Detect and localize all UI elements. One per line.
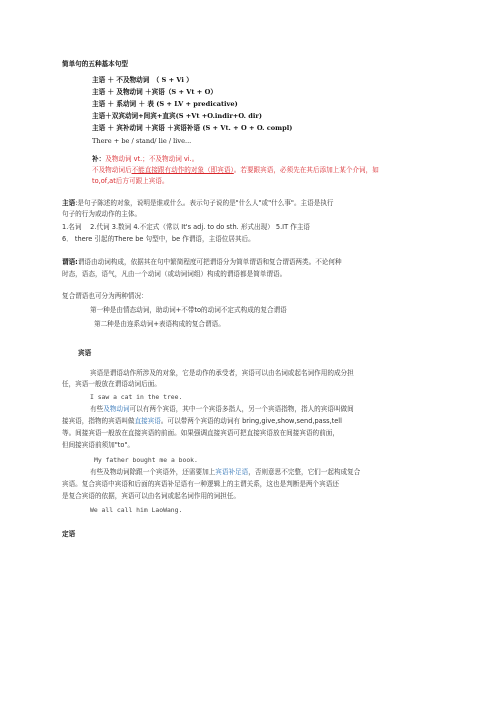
attributive-heading: 定语 xyxy=(62,530,76,538)
object-line-8: 宾语。复合宾语中宾语和后面的宾语补足语有一种逻辑上的主谓关系，这也是判断是两个宾语还 xyxy=(62,480,339,488)
subject-line-2: 句子的行为或动作的主体。 xyxy=(62,210,142,218)
predicate-line-4: 第一种是由情态动词，助动词+不带to的动词不定式构成的复合谓语 xyxy=(90,306,287,314)
predicate-text-1: 谓语由动词构成，依据其在句中繁简程度可把谓语分为简单谓语和复合谓语两类。不论何种 xyxy=(77,258,342,266)
subject-line-4: 6． there 引起的There be 句型中，be 作谓语，主语位居其后。 xyxy=(62,235,255,243)
subject-line-1 xyxy=(62,199,334,208)
supplement-text-2a: 不及物动词后 xyxy=(92,166,132,174)
supplement-text-2b: 。若要跟宾语，必须先在其后添加上某个介词，如 xyxy=(233,166,379,174)
subject-text-1: :是句子陈述的对象，说明是谁或什么。表示句子说的是"什么人"或"什么事"。主语是执行 xyxy=(75,199,334,207)
object-line-5: 等。间接宾语一般放在直接宾语的前面。如果强调直接宾语可把直接宾语放在间接宾语的前面， xyxy=(62,429,339,437)
object-example-1: I saw a cat in the tree. xyxy=(90,393,183,401)
pattern-5: 主语 ＋ 宾补动词 ＋宾语 ＋宾语补语 (S + Vt. + O + O. compl) xyxy=(92,124,293,132)
object-text-3a: 有些 xyxy=(90,405,104,413)
object-line-9: 是复合宾语的依据，宾语可以由名词或起名词作用的词担任。 xyxy=(62,492,241,500)
object-line-3 xyxy=(90,405,354,414)
object-line-4 xyxy=(62,417,342,426)
object-line-6: 但间接宾语前须加"to"。 xyxy=(62,441,135,449)
object-text-3b: 可以有两个宾语，其中一个宾语多指人，另一个宾语指物，指人的宾语叫做间 xyxy=(129,405,354,413)
supplement-text-2-underlined: 不能直接跟有动作的对象（即宾语） xyxy=(131,166,234,174)
object-text-7a: 有些及物动词除跟一个宾语外，还需要加上 xyxy=(90,468,216,476)
supplement-line-1 xyxy=(92,155,198,164)
object-line-1: 宾语是谓语动作所涉及的对象，它是动作的承受者，宾语可以由名词或起名词作用的成分担 xyxy=(90,369,354,377)
document-title: 简单句的五种基本句型 xyxy=(62,60,128,68)
transitive-verb-link[interactable]: 及物动词 xyxy=(103,405,130,413)
subject-label: 主语 xyxy=(62,199,76,207)
object-heading: 宾语 xyxy=(78,349,92,357)
object-line-7 xyxy=(90,468,360,477)
predicate-line-3: 复合谓语也可分为两种情况： xyxy=(62,292,148,300)
object-text-4a: 接宾语，指物的宾语叫做 xyxy=(62,417,135,425)
supplement-label: 补： xyxy=(92,155,106,163)
predicate-line-5: 第二种是由连系动词+表语构成的复合谓语。 xyxy=(94,320,225,328)
predicate-line-1 xyxy=(62,258,342,267)
predicate-label: 谓语: xyxy=(62,258,78,266)
object-example-2: My father bought me a book. xyxy=(94,456,198,464)
supplement-line-2 xyxy=(92,166,379,175)
pattern-4: 主语＋双宾动词+间宾+直宾(S +Vt +O.indir+O. dir) xyxy=(92,112,262,120)
supplement-line-3: to,of,at后方可跟上宾语。 xyxy=(92,177,169,185)
pattern-1: 主语 ＋ 不及物动词 （ S + Vi ） xyxy=(92,76,193,84)
object-line-2: 任，宾语一般放在谓语动词后面。 xyxy=(62,380,161,388)
pattern-6: There + be / stand/ lie / live... xyxy=(92,137,192,145)
object-text-4b: 。可以带两个宾语的动词有 bring,give,show,send,pass,tell xyxy=(160,417,342,425)
object-complement-link[interactable]: 宾语补足语 xyxy=(215,468,249,476)
predicate-line-2: 时态，语态，语气，凡由一个动词（或动词词组）构成的谓语都是简单谓语。 xyxy=(62,270,287,278)
pattern-3: 主语 ＋ 系动词 ＋ 表 (S + LV + predicative) xyxy=(92,100,238,108)
supplement-text-1: 及物动词 vt.；不及物动词 vi.。 xyxy=(105,155,199,163)
subject-line-3: 1.名词 2.代词 3.数词 4.不定式（常以 It's adj. to do sth. 形式出现） 5.IT 作主语 xyxy=(62,223,311,231)
direct-object-link[interactable]: 直接宾语 xyxy=(134,417,161,425)
object-example-3: We all call him LaoWang. xyxy=(90,506,183,514)
object-text-7b: ，否则意思不完整，它们一起构成复合 xyxy=(248,468,361,476)
pattern-2: 主语 ＋ 及物动词 ＋宾语（S + Vt + O） xyxy=(92,88,217,96)
